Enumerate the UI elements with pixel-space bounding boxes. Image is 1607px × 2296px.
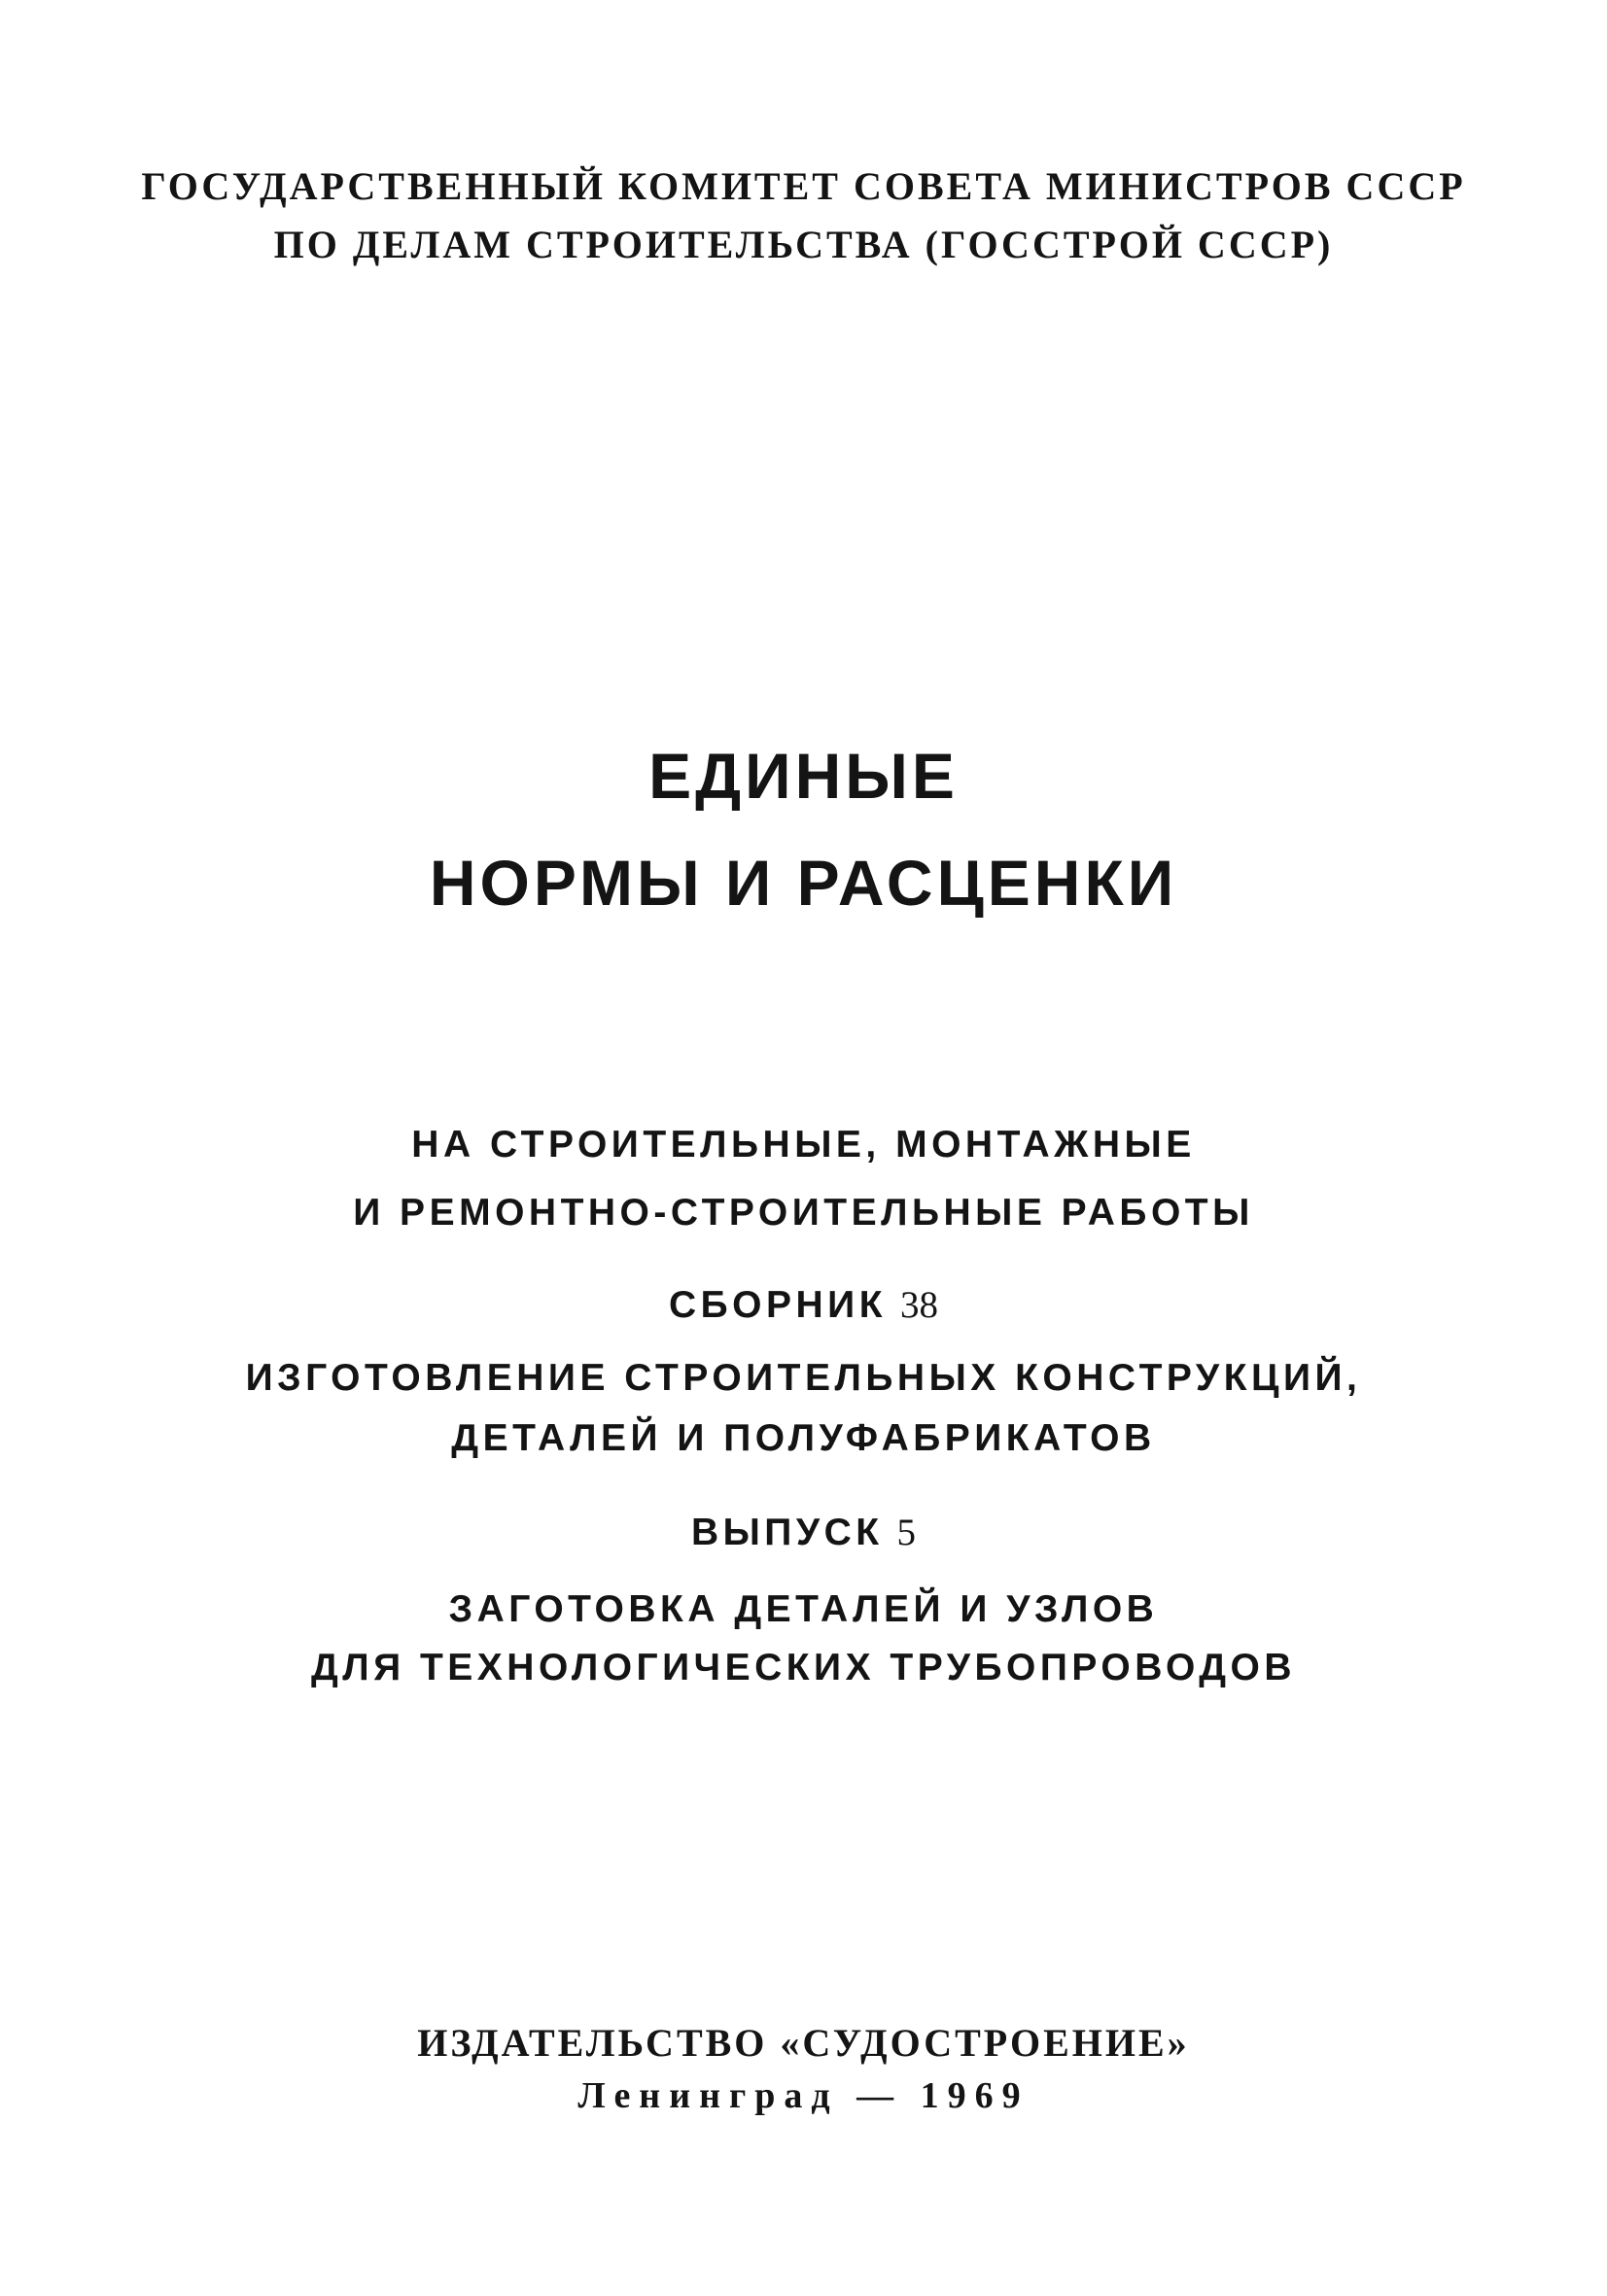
collection-label: СБОРНИК	[668, 1284, 888, 1326]
issue-heading	[0, 1511, 1607, 1554]
committee-name-line1: ГОСУДАРСТВЕННЫЙ КОМИТЕТ СОВЕТА МИНИСТРОВ СССР	[141, 164, 1466, 208]
issue-name-line2: ДЛЯ ТЕХНОЛОГИЧЕСКИХ ТРУБОПРОВОДОВ	[310, 1647, 1297, 1688]
subtitle-line2: И РЕМОНТНО-СТРОИТЕЛЬНЫЕ РАБОТЫ	[353, 1192, 1254, 1234]
issue-name-line1: ЗАГОТОВКА ДЕТАЛЕЙ И УЗЛОВ	[448, 1588, 1159, 1630]
collection-name-line2: ДЕТАЛЕЙ И ПОЛУФАБРИКАТОВ	[451, 1417, 1156, 1459]
issue-label: ВЫПУСК	[690, 1512, 884, 1553]
committee-name-line2: ПО ДЕЛАМ СТРОИТЕЛЬСТВА (ГОССТРОЙ СССР)	[273, 223, 1334, 266]
subtitle-line1: НА СТРОИТЕЛЬНЫЕ, МОНТАЖНЫЕ	[411, 1124, 1196, 1165]
collection-number: 38	[900, 1284, 939, 1326]
document-title-line1: ЕДИНЫЕ	[648, 740, 959, 812]
issue-number: 5	[896, 1512, 917, 1553]
collection-name-line1: ИЗГОТОВЛЕНИЕ СТРОИТЕЛЬНЫХ КОНСТРУКЦИЙ,	[245, 1357, 1362, 1399]
document-title-line2: НОРМЫ И РАСЦЕНКИ	[429, 847, 1178, 919]
publisher-name: ИЗДАТЕЛЬСТВО «СУДОСТРОЕНИЕ»	[417, 2021, 1190, 2065]
publisher-place-year: Ленинград — 1969	[577, 2075, 1030, 2116]
collection-heading	[0, 1283, 1607, 1327]
